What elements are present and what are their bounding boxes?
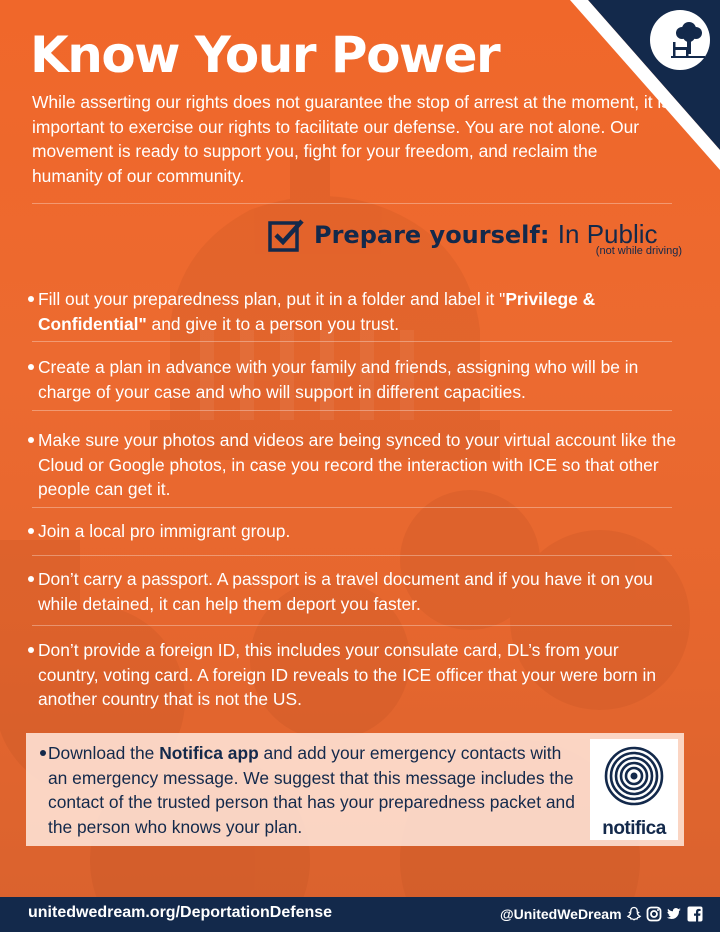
notifica-callout [26,733,684,846]
bullet-dot [28,576,34,582]
list-item [38,355,678,404]
checkbox-icon [268,218,306,252]
bullet-text: Create a plan in advance with your family and friends, assigning who will be in charge of your case and who will support in different capacities. [38,357,639,402]
section-title-main: Prepare yourself: [314,221,550,249]
intro-paragraph: While asserting our rights does not guarantee the stop of arrest at the moment, it is important to exercise our rights to facilitate our defense. You are not alone. Our movement is ready to support you, fight for your freedom, and reclaim the humanity of our community. [32,92,670,186]
footer-handle: @UnitedWeDream [500,906,622,922]
page-title: Know Your Power [30,26,500,84]
divider [32,555,672,556]
facebook-icon[interactable] [687,906,703,922]
bullet-text: Don’t provide a foreign ID, this includes your consulate card, DL’s from your country, voting card. A foreign ID reveals to the ICE officer that your were born in another country that is not the US. [38,640,657,709]
notifica-rings-icon [603,745,665,807]
list-item [38,638,678,712]
footer-url-link[interactable]: unitedwedream.org/DeportationDefense [28,904,333,921]
list-item [38,567,678,616]
notifica-text: Download the [48,743,160,763]
list-item [38,287,678,336]
divider [32,341,672,342]
divider [32,410,672,411]
divider [32,507,672,508]
footer [0,897,720,932]
bullet-text: Join a local pro immigrant group. [38,521,291,541]
divider [32,203,672,204]
instagram-icon[interactable] [646,906,662,922]
bullet-dot [40,750,46,756]
bullet-dot [28,364,34,370]
notifica-text: and add your emergency contacts with an emergency message. We suggest that this message includes the contact of the trusted person that has your preparedness packet and the person who knows your plan. [48,743,575,837]
section-note: (not while driving) [595,245,682,257]
bullet-dot [28,647,34,653]
notifica-app-name: Notifica app [159,743,259,763]
bullet-text: Don’t carry a passport. A passport is a travel document and if you have it on you while detained, it can help them deport you faster. [38,569,653,614]
bullet-dot [28,528,34,534]
list-item [38,428,678,502]
bullet-text: Make sure your photos and videos are being synced to your virtual account like the Cloud or Google photos, in case you record the interaction with ICE so that other people can get it. [38,430,677,499]
bullet-bold-text: Privilege & Confidential" [38,289,596,334]
notifica-item [48,741,576,839]
twitter-icon[interactable] [666,906,682,922]
snapchat-icon[interactable] [626,906,642,922]
notifica-logo-text: notifica [602,818,666,839]
section-heading [268,214,688,264]
bullet-text: and give it to a person you trust. [146,313,400,334]
bullet-dot [28,437,34,443]
section-title-place: In Public [557,219,658,249]
bullet-text: Fill out your preparedness plan, put it in a folder and label it " [38,289,506,309]
bullet-dot [28,296,34,302]
list-item [38,519,678,544]
tree-bench-icon [665,14,715,64]
divider [32,625,672,626]
notifica-logo [590,739,678,840]
